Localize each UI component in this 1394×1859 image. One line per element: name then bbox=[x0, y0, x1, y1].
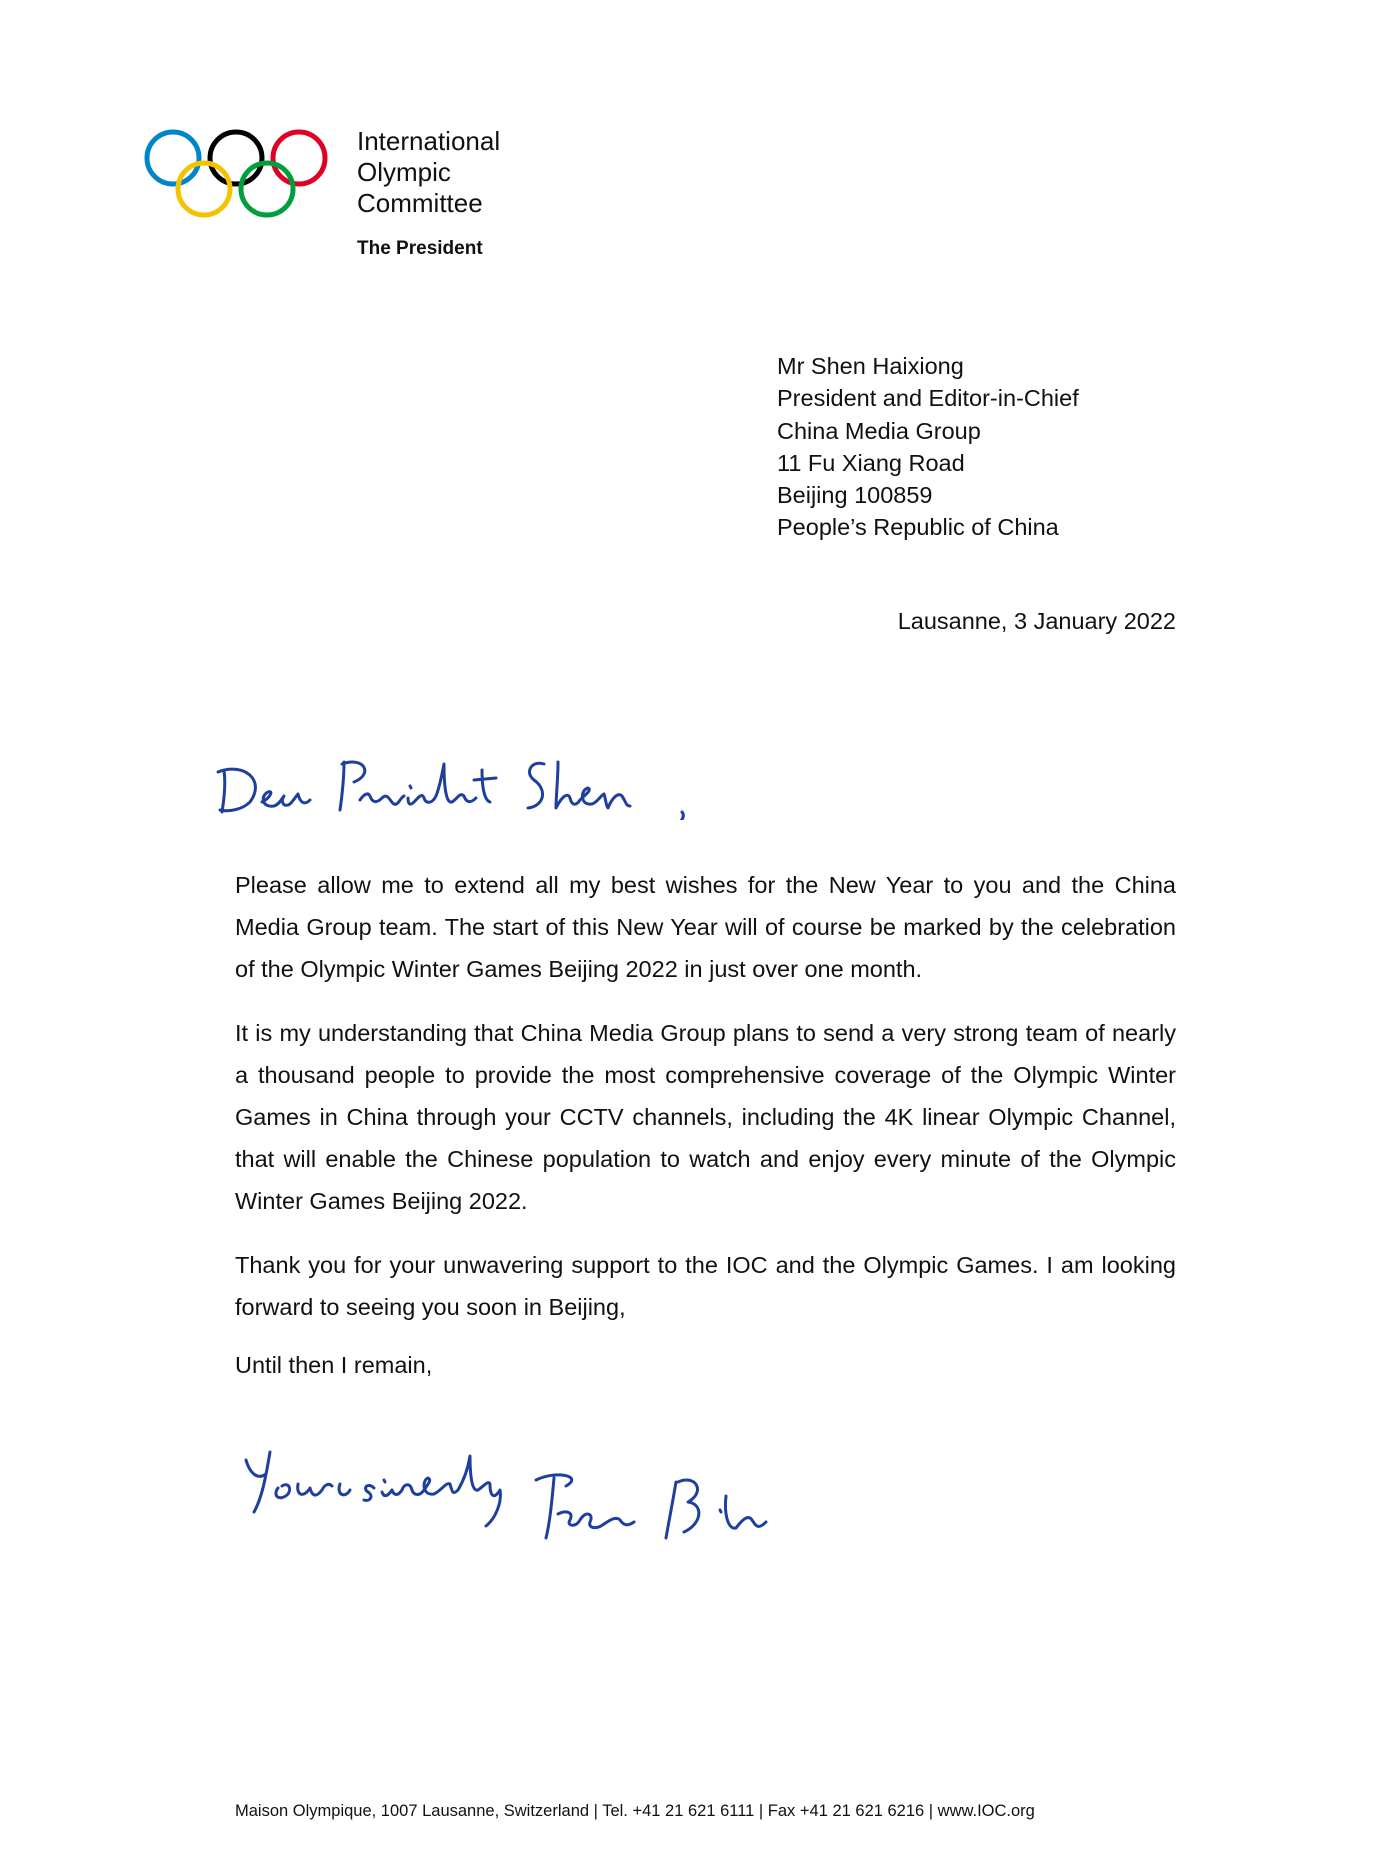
recipient-address bbox=[777, 350, 1079, 544]
org-line-3: Committee bbox=[357, 188, 483, 218]
red-ring bbox=[273, 132, 325, 184]
org-line-2: Olympic bbox=[357, 157, 451, 187]
handwritten-salutation bbox=[214, 750, 734, 820]
org-line-1: International bbox=[357, 126, 501, 156]
recipient-street: 11 Fu Xiang Road bbox=[777, 449, 965, 476]
footer-contact: Maison Olympique, 1007 Lausanne, Switzerland | Tel. +41 21 621 6111 | Fax +41 21 621 6216 | www.IOC.org bbox=[235, 1802, 1035, 1820]
olympic-rings-logo bbox=[143, 126, 329, 222]
yellow-ring bbox=[178, 163, 230, 215]
letter-body bbox=[235, 864, 1176, 1350]
body-paragraph-3: Thank you for your unwavering support to the IOC and the Olympic Games. I am looking forward to seeing you soon in Beijing, bbox=[235, 1252, 1176, 1320]
closing-line: Until then I remain, bbox=[235, 1352, 433, 1378]
recipient-name: Mr Shen Haixiong bbox=[777, 353, 964, 379]
black-ring bbox=[210, 132, 262, 184]
blue-ring bbox=[147, 132, 199, 184]
date-line: Lausanne, 3 January 2022 bbox=[897, 608, 1176, 634]
body-paragraph-2: It is my understanding that China Media Group plans to send a very strong team of nearly a thousand people to provide the most comprehensive coverage of the Olympic Winter Games in China through your CCTV channels, including the 4K linear Olympic Channel, that will enable the Chinese population to watch and enjoy every minute of the Olympic Winter Games Beijing 2022. bbox=[235, 1020, 1176, 1214]
body-paragraph-1: Please allow me to extend all my best wishes for the New Year to you and the China Media Group team. The start of this New Year will of course be marked by the celebration of the Olympic Winter Games Beijing 2022 in just over one month. bbox=[235, 872, 1176, 982]
office-label: The President bbox=[357, 238, 483, 259]
recipient-title: President and Editor-in-Chief bbox=[777, 385, 1079, 412]
recipient-city: Beijing 100859 bbox=[777, 482, 933, 509]
handwritten-signature bbox=[236, 1440, 856, 1590]
recipient-country: People’s Republic of China bbox=[777, 514, 1059, 541]
recipient-organization: China Media Group bbox=[777, 417, 981, 444]
organization-name bbox=[357, 126, 500, 219]
green-ring bbox=[241, 163, 293, 215]
